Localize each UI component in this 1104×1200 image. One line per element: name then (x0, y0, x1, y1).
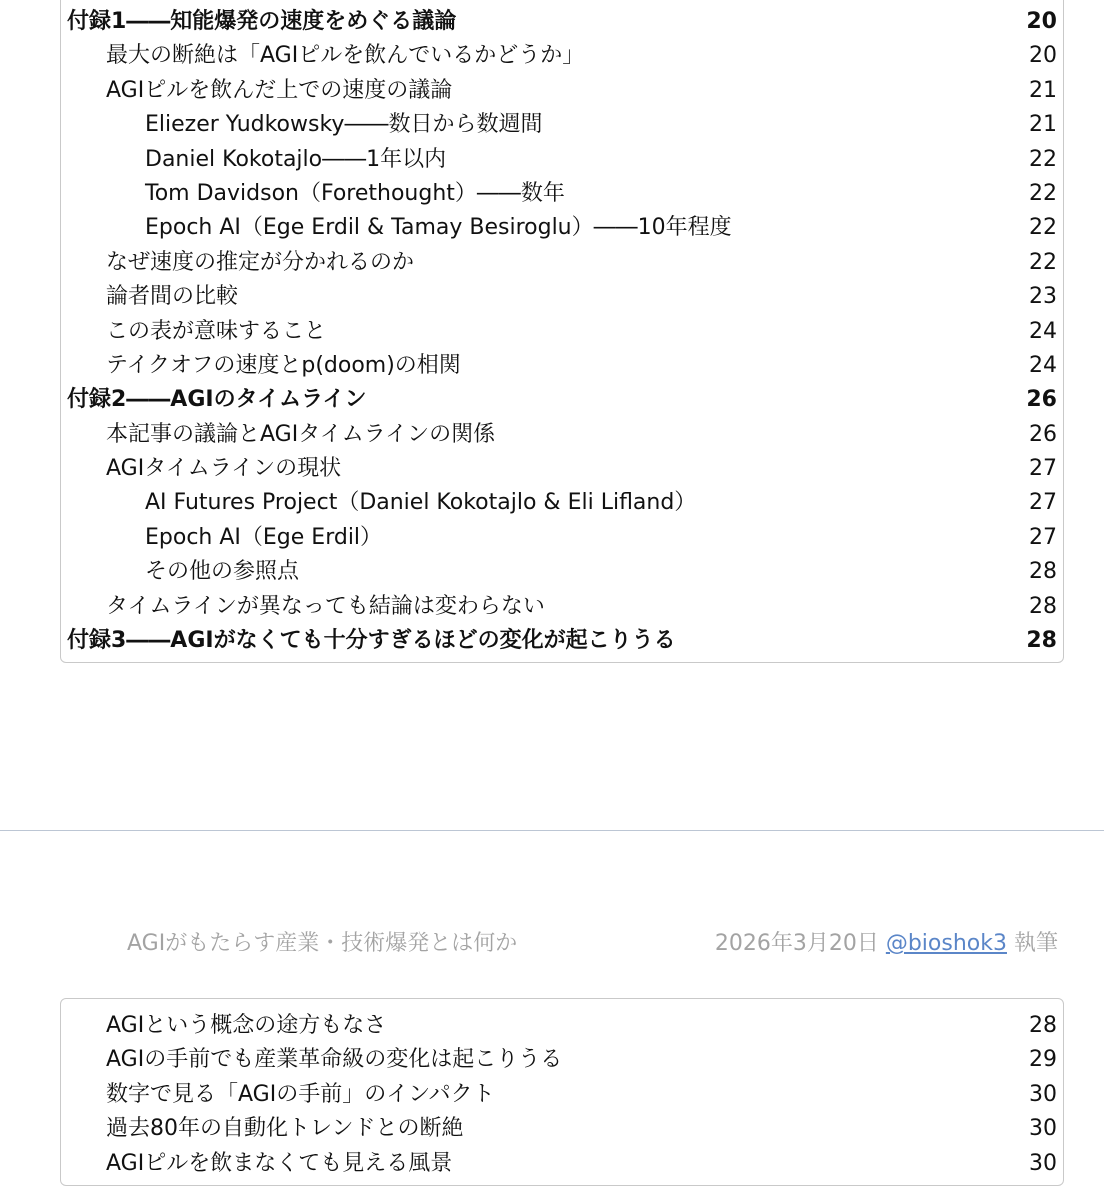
toc-entry[interactable] (61, 555, 1063, 589)
toc-entry-page-number: 28 (1029, 593, 1057, 619)
toc-entry-title: Epoch AI（Ege Erdil & Tamay Besiroglu）――10年程度 (145, 215, 732, 241)
toc-entry[interactable] (61, 1078, 1063, 1112)
toc-entry-page-number: 24 (1029, 318, 1057, 344)
toc-entry[interactable] (61, 108, 1063, 142)
toc-entry-title: AGIピルを飲まなくても見える風景 (106, 1150, 453, 1176)
toc-entry-page-number: 22 (1029, 146, 1057, 172)
toc-entry-page-number: 30 (1029, 1081, 1057, 1107)
toc-entry-title: なぜ速度の推定が分かれるのか (106, 249, 415, 275)
toc-entry-page-number: 21 (1029, 112, 1057, 138)
byline-suffix: 執筆 (1013, 931, 1058, 956)
toc-entry[interactable] (61, 349, 1063, 383)
toc-entry[interactable] (61, 143, 1063, 177)
toc-entry-page-number: 28 (1029, 559, 1057, 585)
toc-entry-title: AI Futures Project（Daniel Kokotajlo & Eli Lifland） (145, 490, 697, 516)
document-title: AGIがもたらす産業・技術爆発とは何か (127, 931, 518, 956)
toc-entry-page-number: 28 (1029, 1013, 1057, 1038)
toc-entry-page-number: 29 (1029, 1047, 1057, 1073)
toc-entry[interactable] (61, 74, 1063, 108)
toc-entry-title: 付録3――AGIがなくても十分すぎるほどの変化が起こりうる (67, 628, 676, 654)
toc-entry[interactable] (61, 1147, 1063, 1181)
toc-entry-page-number: 20 (1026, 9, 1057, 34)
toc-entry-title: 付録2――AGIのタイムライン (67, 387, 367, 413)
toc-entry-page-number: 27 (1029, 524, 1057, 550)
toc-entry[interactable] (61, 590, 1063, 624)
toc-entry-title: 過去80年の自動化トレンドとの断絶 (106, 1116, 464, 1142)
toc-entry-page-number: 27 (1029, 490, 1057, 516)
publish-date: 2026年3月20日 (714, 931, 879, 956)
toc-entry[interactable] (61, 246, 1063, 280)
toc-entry-page-number: 20 (1029, 43, 1057, 69)
toc-entry-title: Epoch AI（Ege Erdil） (145, 524, 383, 550)
toc-entry[interactable] (61, 1043, 1063, 1077)
page-header (0, 922, 1104, 960)
toc-entry[interactable] (61, 280, 1063, 314)
toc-entry[interactable] (61, 5, 1063, 39)
toc-entry-page-number: 23 (1029, 284, 1057, 310)
toc-entry[interactable] (61, 624, 1063, 658)
toc-entry[interactable] (61, 177, 1063, 211)
toc-entry[interactable] (61, 521, 1063, 555)
author-link[interactable]: @bioshok3 (885, 931, 1007, 956)
toc-entry-title: AGIピルを飲んだ上での速度の議論 (106, 77, 453, 103)
toc-entry-page-number: 26 (1026, 387, 1057, 413)
toc-entry-page-number: 30 (1029, 1116, 1057, 1142)
toc-entry[interactable] (61, 211, 1063, 245)
toc-entry[interactable] (61, 418, 1063, 452)
toc-entry-page-number: 28 (1026, 628, 1057, 654)
toc-entry-page-number: 30 (1029, 1150, 1057, 1176)
page-separator (0, 830, 1104, 831)
toc-entry-title: この表が意味すること (106, 318, 327, 344)
toc-entry-title: タイムラインが異なっても結論は変わらない (106, 593, 545, 619)
toc-entry-page-number: 24 (1029, 352, 1057, 378)
toc-entry-title: Tom Davidson（Forethought）――数年 (145, 180, 565, 206)
toc-entry[interactable] (61, 452, 1063, 486)
toc-entry[interactable] (61, 1112, 1063, 1146)
toc-entry-title: Daniel Kokotajlo――1年以内 (145, 146, 447, 172)
toc-entry-title: 本記事の議論とAGIタイムラインの関係 (106, 421, 496, 447)
toc-entry-page-number: 22 (1029, 249, 1057, 275)
byline (715, 926, 1058, 957)
toc-entry[interactable] (61, 315, 1063, 349)
toc-entry[interactable] (61, 39, 1063, 73)
toc-entry-title: 論者間の比較 (106, 284, 239, 310)
toc-entry-title: AGIタイムラインの現状 (106, 456, 342, 482)
toc-box-page-2 (60, 998, 1064, 1186)
toc-entry-page-number: 22 (1029, 180, 1057, 206)
toc-entry[interactable] (61, 486, 1063, 520)
toc-box-page-1 (60, 0, 1064, 663)
toc-entry-title: テイクオフの速度とp(doom)の相関 (106, 352, 461, 378)
toc-entry-title: その他の参照点 (145, 559, 300, 585)
toc-entry-title: 数字で見る「AGIの手前」のインパクト (106, 1081, 495, 1107)
toc-entry-page-number: 22 (1029, 215, 1057, 241)
toc-entry-page-number: 27 (1029, 456, 1057, 482)
toc-entry[interactable] (61, 1009, 1063, 1043)
toc-entry-title: AGIの手前でも産業革命級の変化は起こりうる (106, 1047, 563, 1073)
toc-entry-page-number: 21 (1029, 77, 1057, 103)
toc-entry-page-number: 26 (1029, 421, 1057, 447)
toc-entry-title: Eliezer Yudkowsky――数日から数週間 (145, 112, 543, 138)
toc-entry-title: 最大の断絶は「AGIピルを飲んでいるかどうか」 (106, 43, 585, 69)
toc-entry-title: AGIという概念の途方もなさ (106, 1013, 387, 1038)
toc-entry-title: 付録1――知能爆発の速度をめぐる議論 (67, 9, 457, 34)
toc-entry[interactable] (61, 383, 1063, 417)
